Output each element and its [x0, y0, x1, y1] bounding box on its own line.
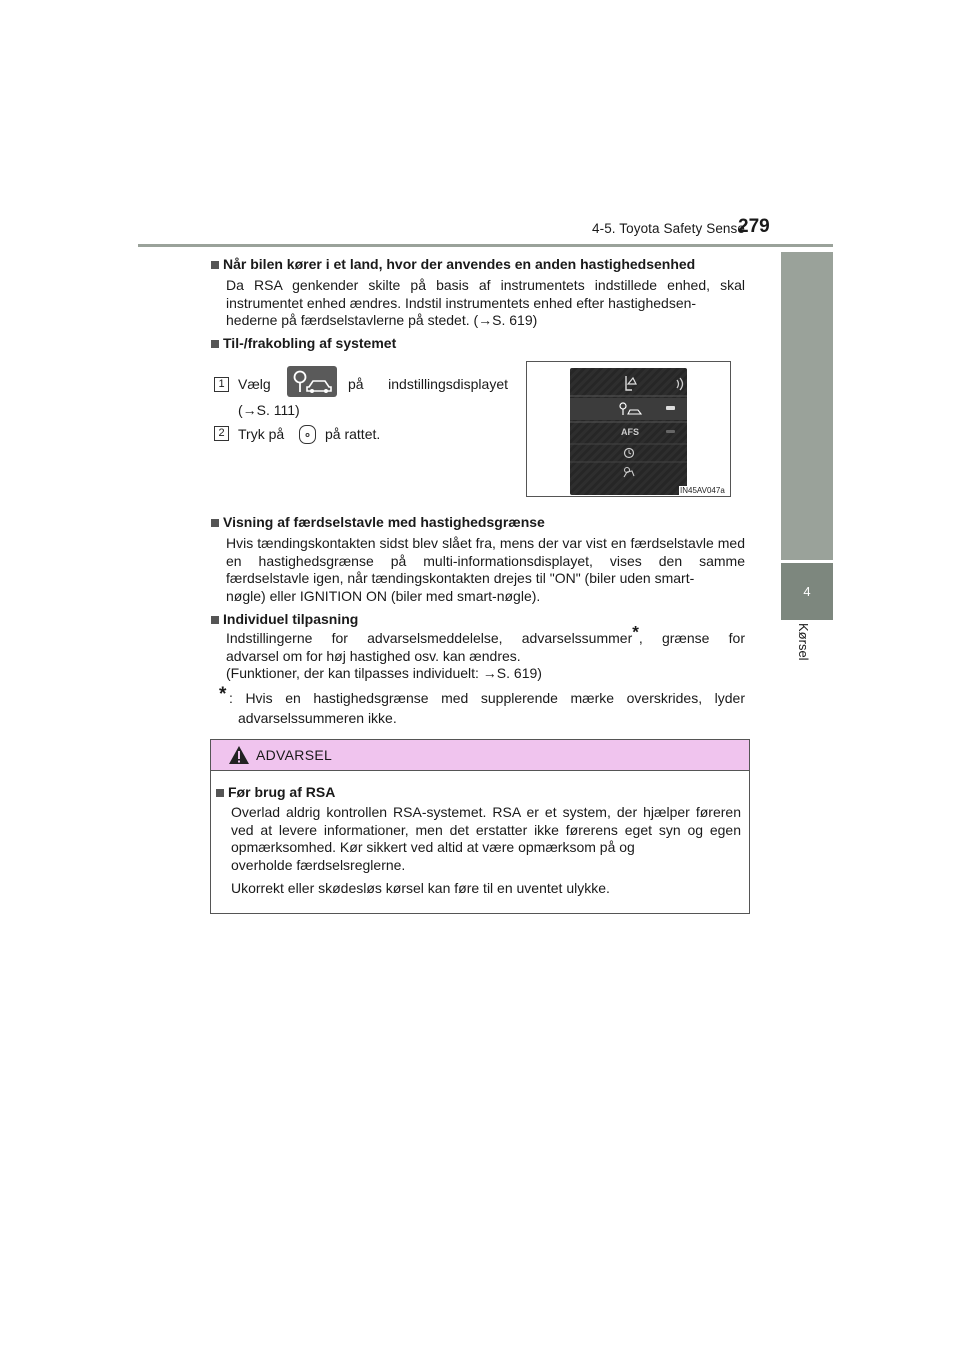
heading-system-toggle: Til-/frakobling af systemet — [211, 335, 396, 351]
warning-box — [210, 739, 750, 914]
heading-other-speed-unit: Når bilen kører i et land, hvor der anvendes en anden hastighedsenhed — [211, 256, 695, 272]
settings-display-illustration — [526, 361, 731, 497]
section-title: 4-5. Toyota Safety Sense — [592, 221, 745, 236]
footnote-line-2: advarselssummeren ikke. — [238, 710, 397, 726]
bullet-square-icon — [216, 789, 224, 797]
side-tab-bar — [781, 252, 833, 560]
bullet-square-icon — [211, 340, 219, 348]
illustration-code: IN45AV047a — [680, 486, 725, 495]
footnote-asterisk: * — [219, 684, 227, 705]
asterisk-mark: * — [632, 622, 639, 642]
step1-text-a: Vælg — [238, 376, 271, 392]
bullet-square-icon — [211, 519, 219, 527]
display-screen — [570, 368, 687, 495]
steering-switch-icon — [299, 425, 316, 444]
rsa-settings-icon — [287, 366, 337, 397]
warning-body-2: Ukorrekt eller skødesløs kørsel kan føre til en uventet ulykke. — [231, 880, 610, 896]
chapter-number-tab[interactable]: 4 — [781, 563, 833, 620]
heading-customization: Individuel tilpasning — [211, 611, 358, 627]
step2-text-b: på rattet. — [325, 426, 381, 442]
bullet-square-icon — [211, 261, 219, 269]
paragraph-speed-sign: Hvis tændingskontakten sidst blev slået fra, mens der var vist en færdselstavle med en hastighedsgrænse på multi-informationsdisplayet, vises den samme færdselstavle igen, når tændingskontakten drejes til "ON" (biler uden smart- nøgle) eller IGNITION ON (biler med smart-nøgle). — [226, 535, 745, 604]
paragraph-speed-unit: Da RSA genkender skilte på basis af instrumentets indstillede enhed, skal instrumentet enhed ændres. Indstil instrumentets enhed efter hastighedsen- hederne på færdselstavlerne på stedet. (→S. 619) — [226, 277, 745, 328]
warning-body: Overlad aldrig kontrollen RSA-systemet. RSA er et system, der hjælper føreren ved at levere informationer, men det erstatter ikke førerens eget syn og egen opmærksomhed. Kør sikkert ved altid at være opmærksom på og overholde færdselsreglerne. — [231, 804, 741, 873]
warning-triangle-icon — [228, 745, 250, 765]
header-rule — [138, 244, 833, 247]
warning-title: ADVARSEL — [256, 747, 333, 763]
heading-speed-sign-display: Visning af færdselstavle med hastighedsgrænse — [211, 514, 545, 530]
warning-heading: Før brug af RSA — [216, 784, 335, 800]
step-number-1: 1 — [214, 377, 229, 392]
afs-label: AFS — [621, 427, 639, 437]
bullet-square-icon — [211, 616, 219, 624]
step1-page-ref: (→S. 111) — [238, 402, 300, 418]
step-number-2: 2 — [214, 426, 229, 441]
warning-header — [211, 740, 749, 771]
step1-text-b: på indstillingsdisplayet — [348, 376, 508, 392]
chapter-label: Kørsel — [796, 623, 811, 661]
page-number: 279 — [738, 216, 770, 237]
step2-text-a: Tryk på — [238, 426, 285, 442]
paragraph-customization: Indstillingerne for advarselsmeddelelse, advarselssummer*, grænse for advarsel om for høj hastighed osv. kan ændres. (Funktioner, der kan tilpasses individuelt: →S. 619) — [226, 622, 745, 681]
footnote-line-1: : Hvis en hastighedsgrænse med supplerende mærke overskrides, lyder — [229, 690, 745, 706]
